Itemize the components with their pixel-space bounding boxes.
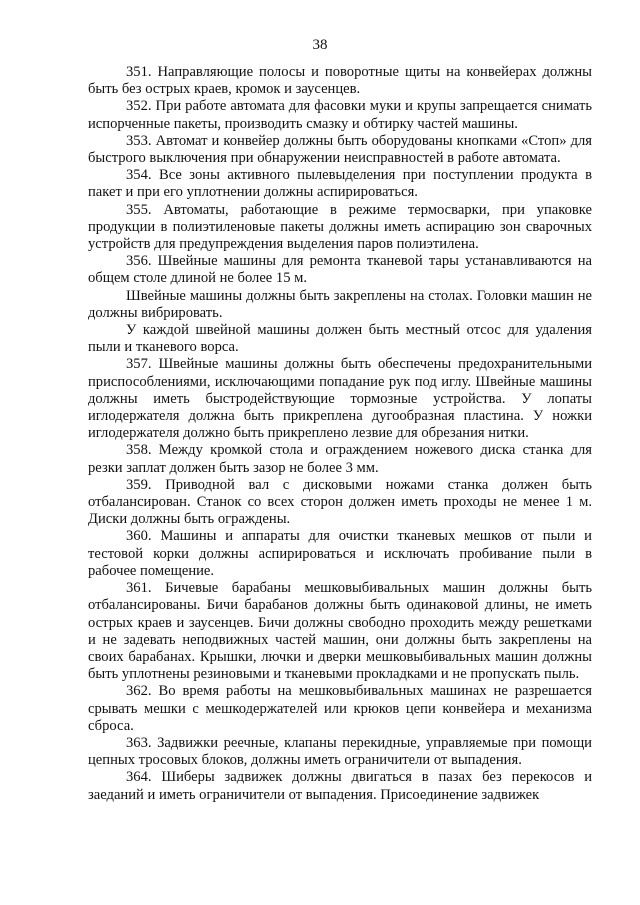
paragraph-352: 352. При работе автомата для фасовки муки и крупы запрещается снимать испорченные пакеты, производить смазку и обтирку частей машины. (88, 98, 592, 132)
paragraph-357: 357. Швейные машины должны быть обеспечены предохранительными приспособлениями, исключающими попадание рук под иглу. Швейные машины должны иметь быстродействующие тормозные устройства. У лопаты иглодержателя должна быть прикреплена дугообразная пластина. У ножки иглодержателя должно быть прикреплено лезвие для обрезания нитки. (88, 356, 592, 442)
paragraph-356: 356. Швейные машины для ремонта тканевой тары устанавливаются на общем столе длиной не более 15 м. (88, 253, 592, 287)
paragraph-353: 353. Автомат и конвейер должны быть оборудованы кнопками «Стоп» для быстрого выключения при обнаружении неисправностей в работе автомата. (88, 132, 592, 167)
paragraph-362: 362. Во время работы на мешковыбивальных машинах не разрешается срывать мешки с мешкодержателей или крюков цепи конвейера и механизма сброса. (88, 683, 592, 734)
paragraph-354: 354. Все зоны активного пылевыделения при поступлении продукта в пакет и при его уплотнении должны аспирироваться. (88, 167, 592, 201)
paragraph-356-exhaust: У каждой швейной машины должен быть местный отсос для удаления пыли и тканевого ворса. (88, 322, 592, 356)
paragraph-351: 351. Направляющие полосы и поворотные щиты на конвейерах должны быть без острых краев, кромок и заусенцев. (88, 64, 592, 98)
paragraph-358: 358. Между кромкой стола и ограждением ножевого диска станка для резки заплат должен быть зазор не более 3 мм. (88, 442, 592, 476)
paragraph-364: 364. Шиберы задвижек должны двигаться в пазах без перекосов и заеданий и иметь ограничители от выпадения. Присоединение задвижек (88, 769, 592, 803)
paragraph-359: 359. Приводной вал с дисковыми ножами станка должен быть отбалансирован. Станок со всех сторон должен иметь проходы не менее 1 м. Диски должны быть ограждены. (88, 476, 592, 528)
paragraph-355: 355. Автоматы, работающие в режиме термосварки, при упаковке продукции в полиэтиленовые пакеты должны иметь аспирацию зон сварочных устройств для предупреждения выделения паров полиэтилена. (88, 201, 592, 253)
document-body (88, 64, 592, 804)
paragraph-363: 363. Задвижки реечные, клапаны перекидные, управляемые при помощи цепных тросовых блоков, должны иметь ограничители от выпадения. (88, 734, 592, 769)
paragraph-356-sewing-mount: Швейные машины должны быть закреплены на столах. Головки машин не должны вибрировать. (88, 287, 592, 321)
paragraph-360: 360. Машины и аппараты для очистки тканевых мешков от пыли и тестовой корки должны аспирироваться и исключать пробивание пыли в рабочее помещение. (88, 528, 592, 579)
page-number: 38 (312, 37, 328, 53)
paragraph-361: 361. Бичевые барабаны мешковыбивальных машин должны быть отбалансированы. Бичи барабанов должны быть одинаковой длины, не иметь острых краев и заусенцев. Бичи должны свободно проходить между решетками и не задевать неподвижных частей машин, они должны быть закреплены на своих барабанах. Крышки, лючки и дверки мешковыбивальных машин должны быть уплотнены резиновыми и тканевыми прокладками и не пропускать пыль. (88, 580, 592, 683)
